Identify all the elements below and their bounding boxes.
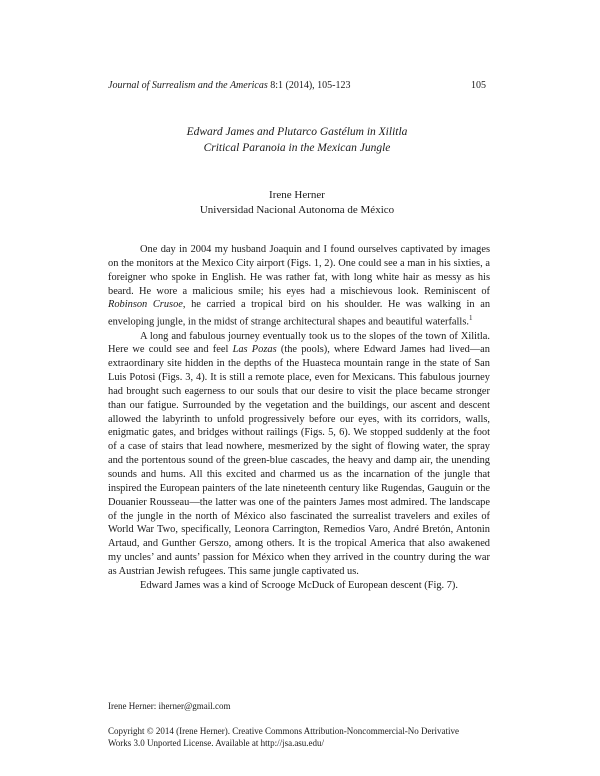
title-line-1: Edward James and Plutarco Gastélum in Xilitla bbox=[186, 126, 408, 138]
paragraph-1-text-a: One day in 2004 my husband Joaquin and I found ourselves captivated by images on the monitors at the Mexico City airport (Figs. 1, 2). One could see a man in his sixties, a foreigner who spoke in English. He was rather fat, with long white hair as messy as his beard. He wore a malicious smile; his eyes had a mischievous look. Reminiscent of bbox=[108, 244, 490, 297]
copyright-line-2: Works 3.0 Unported License. Available at http://jsa.asu.edu/ bbox=[108, 738, 325, 748]
paragraph-1-text-b: , he carried a tropical bird on his shoulder. He was walking in an enveloping jungle, in the midst of strange architectural shapes and beautiful waterfalls. bbox=[108, 299, 491, 328]
paragraph-2-text-b: (the pools), where Edward James had lived—an extraordinary site hidden in the depths of the Huasteca mountain range in the state of San Luis Potosi (Figs. 3, 4). It is still a remote place, even for Mexicans. This fabulous journey had brought such eagerness to our souls that our desire to visit the place became stronger than our fatigue. Surrounded by the vegetation and the buildings, our ascent and descent allowed the labyrinth to unfold progressively before our eyes, with its corridors, walls, enigmatic gates, and bridges without railings (Figs. 5, 6). We stopped suddenly at the foot of a case of stairs that lead nowhere, mesmerized by the sight of flowing water, the spray and the portentous sound of the green-blue cascades, the heavy and damp air, the unending sounds and hums. All this excited and charmed us as the incarnation of the jungle that inspired the European painters of the late nineteenth century like Rugendas, Gauguin or the Douanier Rousseau—the latter was one of the painters James most admired. The landscape of the jungle in the north of México also fascinated the surrealist travelers and exiles of World War Two, specifically, Leonora Carrington, Remedios Varo, André Bretón, Antonin Artaud, and Gunther Gerszo, among others. It is the tropical America that also awakened my uncles’ and aunts’ passion for México when they arrived in the country during the war as Austrian Jewish refugees. This same jungle captivated us. bbox=[108, 344, 490, 577]
copyright-line-1: Copyright © 2014 (Irene Herner). Creative Commons Attribution-Noncommercial-No Derivative bbox=[108, 726, 459, 736]
paragraph-1-emphasis: Robinson Crusoe bbox=[108, 299, 183, 311]
title-line-2: Critical Paranoia in the Mexican Jungle bbox=[203, 142, 391, 154]
journal-citation: 8:1 (2014), 105-123 bbox=[267, 80, 351, 91]
journal-name: Journal of Surrealism and the Americas bbox=[108, 80, 268, 91]
footnote-marker: 1 bbox=[468, 314, 473, 323]
paragraph-2-emphasis: Las Pozas bbox=[232, 344, 277, 356]
author-contact: Irene Herner: iherner@gmail.com bbox=[108, 701, 231, 711]
paragraph-3: Edward James was a kind of Scrooge McDuck of European descent (Fig. 7). bbox=[140, 579, 458, 591]
paragraph-2-text-a: A long and fabulous journey eventually took us to the slopes of the town of Xilitla. Here we could see and feel bbox=[108, 330, 490, 356]
paragraph-1 bbox=[108, 243, 490, 330]
paragraph-2 bbox=[108, 330, 490, 579]
author-affiliation: Universidad Nacional Autonoma de México bbox=[199, 204, 395, 216]
running-head bbox=[108, 80, 486, 92]
page-number: 105 bbox=[471, 80, 486, 91]
author-name: Irene Herner bbox=[269, 189, 325, 201]
article-title bbox=[108, 124, 486, 156]
article-body bbox=[108, 243, 490, 593]
author-block bbox=[108, 188, 486, 218]
copyright-notice bbox=[108, 725, 508, 749]
